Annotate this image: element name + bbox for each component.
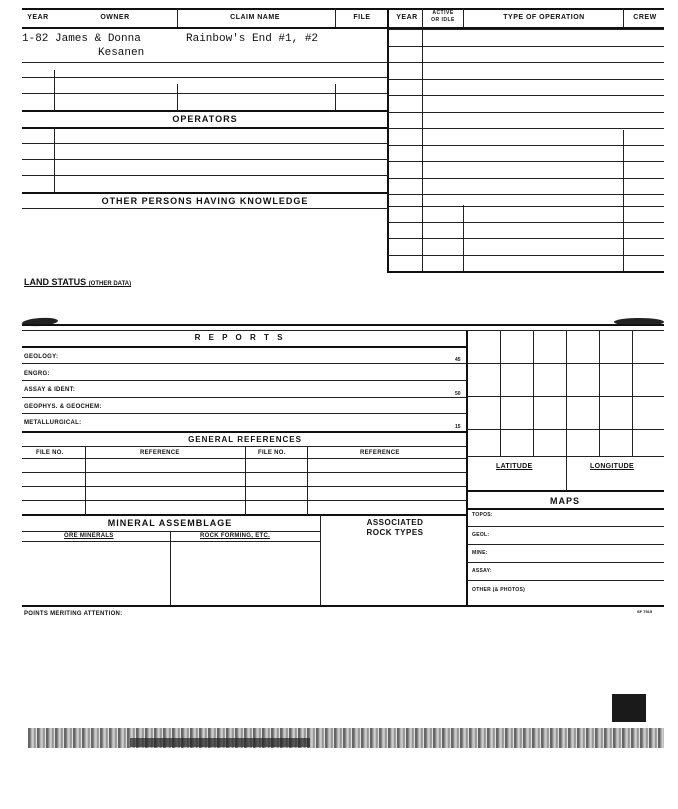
ref-col-line xyxy=(245,446,246,514)
mineral-col-line xyxy=(320,514,321,605)
row-line xyxy=(22,143,388,144)
ref-header-file-no-2: FILE NO. xyxy=(258,450,286,456)
right-row-line xyxy=(388,206,664,207)
ref-header-reference-1: REFERENCE xyxy=(140,450,180,456)
form-code: SF 7515 xyxy=(637,609,653,614)
ref-col-line xyxy=(307,446,308,514)
reports-top-rule xyxy=(22,324,664,326)
reports-top-rule-2 xyxy=(22,330,664,331)
row-line xyxy=(22,472,466,473)
row-line xyxy=(22,531,320,532)
mineral-assemblage-heading: MINERAL ASSEMBLAGE xyxy=(107,518,233,528)
maps-heading: MAPS xyxy=(549,496,580,506)
associated-line1: ASSOCIATED xyxy=(366,518,424,527)
grid-v xyxy=(566,330,567,490)
right-row-line xyxy=(388,46,664,47)
row-line xyxy=(22,62,388,63)
grid-v xyxy=(533,330,534,456)
right-row-line xyxy=(388,178,664,179)
operators-heading: OPERATORS xyxy=(172,114,238,124)
right-row-line xyxy=(388,112,664,113)
right-row-line xyxy=(388,29,664,30)
right-row-line xyxy=(388,194,664,195)
maps-mine: MINE: xyxy=(472,550,488,556)
maps-rule xyxy=(467,508,664,510)
row-line xyxy=(22,192,388,194)
row-line xyxy=(22,397,466,398)
grid-h xyxy=(467,363,664,364)
scan-black-block xyxy=(612,694,646,722)
top-border xyxy=(22,8,664,10)
ref-col-line xyxy=(85,446,86,514)
owner-col-line xyxy=(54,70,55,110)
claim-col-line xyxy=(177,84,178,110)
ref-header-reference-2: REFERENCE xyxy=(360,450,400,456)
header-active-1: ACTIVE xyxy=(432,10,454,16)
maps-topos: TOPOS: xyxy=(472,512,493,518)
bottom-rule xyxy=(22,605,664,607)
header-claim-name: CLAIM NAME xyxy=(230,14,280,21)
grid-v xyxy=(500,330,501,456)
grid-h xyxy=(467,429,664,430)
ore-minerals-label: ORE MINERALS xyxy=(64,533,114,539)
lower-center-divider xyxy=(466,330,468,606)
header-owner: OWNER xyxy=(100,14,130,21)
row-line xyxy=(22,77,388,78)
row-line xyxy=(22,413,466,414)
row-line xyxy=(467,580,664,581)
right-bottom-rule xyxy=(388,271,664,273)
row-line xyxy=(22,159,388,160)
header-file: FILE xyxy=(353,14,371,21)
maps-assay: ASSAY: xyxy=(472,568,492,574)
land-status-title: LAND STATUS xyxy=(24,277,87,287)
other-persons-heading: OTHER PERSONS HAVING KNOWLEDGE xyxy=(101,196,309,206)
row-line xyxy=(22,110,388,112)
header-divider xyxy=(623,130,624,273)
row-line xyxy=(22,93,388,94)
report-label-metallurgical: METALLURGICAL: xyxy=(24,420,82,426)
report-label-assay: ASSAY & IDENT: xyxy=(24,387,76,393)
header-type-of-operation: TYPE OF OPERATION xyxy=(503,14,585,21)
ref-header-file-no-1: FILE NO. xyxy=(36,450,64,456)
grid-h xyxy=(467,490,664,492)
report-number-assay: 50 xyxy=(455,391,461,397)
reports-heading-rule xyxy=(22,346,466,348)
points-meriting-attention: POINTS MERITING ATTENTION: xyxy=(24,611,123,617)
row-line xyxy=(22,208,388,209)
latitude-label: LATITUDE xyxy=(496,463,533,470)
entry-claim-name: Rainbow's End #1, #2 xyxy=(186,33,319,45)
report-number-metallurgical: 15 xyxy=(455,424,461,430)
general-references-heading: GENERAL REFERENCES xyxy=(188,435,302,444)
header-divider xyxy=(422,8,423,273)
row-line xyxy=(467,526,664,527)
right-row-line xyxy=(388,145,664,146)
right-row-line xyxy=(388,222,664,223)
header-year-right: YEAR xyxy=(396,14,418,21)
header-divider xyxy=(335,8,336,27)
entry-year-owner: 1-82 James & Donna xyxy=(22,33,141,45)
row-line xyxy=(22,486,466,487)
row-line xyxy=(467,544,664,545)
header-divider xyxy=(623,8,624,27)
row-line xyxy=(22,175,388,176)
mineral-col-line xyxy=(170,531,171,605)
right-row-line xyxy=(388,238,664,239)
header-divider xyxy=(463,8,464,27)
header-divider xyxy=(463,205,464,273)
maps-other: OTHER (& PHOTOS) xyxy=(472,587,526,593)
report-label-geophys: GEOPHYS. & GEOCHEM: xyxy=(24,404,102,410)
land-status-label xyxy=(24,277,131,287)
longitude-label: LONGITUDE xyxy=(590,463,634,470)
scan-noise-band-2 xyxy=(130,738,310,747)
right-row-line xyxy=(388,79,664,80)
entry-owner-line2: Kesanen xyxy=(98,47,145,59)
operators-rule xyxy=(22,127,388,129)
report-label-geology: GEOLOGY: xyxy=(24,354,59,360)
right-row-line xyxy=(388,128,664,129)
row-line xyxy=(22,446,466,447)
row-line xyxy=(22,500,466,501)
right-row-line xyxy=(388,62,664,63)
center-divider xyxy=(387,8,389,273)
associated-line2: ROCK TYPES xyxy=(366,528,424,537)
row-line xyxy=(22,458,466,459)
scan-noise-band xyxy=(28,728,664,748)
row-line xyxy=(22,380,466,381)
header-divider xyxy=(177,8,178,27)
header-year: YEAR xyxy=(27,14,49,21)
grid-v xyxy=(632,330,633,456)
row-line xyxy=(467,562,664,563)
row-line xyxy=(22,541,320,542)
right-row-line xyxy=(388,161,664,162)
reports-heading: R E P O R T S xyxy=(194,333,286,342)
row-line xyxy=(22,431,466,433)
right-row-line xyxy=(388,255,664,256)
grid-v xyxy=(599,330,600,456)
report-label-engrg: ENGRG: xyxy=(24,371,50,377)
operators-col-line xyxy=(54,127,55,192)
grid-h xyxy=(467,396,664,397)
file-col-line xyxy=(335,84,336,110)
header-crew: CREW xyxy=(633,14,657,21)
right-row-line xyxy=(388,95,664,96)
header-active-2: OR IDLE xyxy=(431,17,455,23)
grid-h xyxy=(467,456,664,457)
rock-forming-label: ROCK FORMING, ETC. xyxy=(200,533,271,539)
maps-geol: GEOL: xyxy=(472,532,490,538)
report-number-geology: 45 xyxy=(455,357,461,363)
row-line xyxy=(22,514,466,516)
land-status-sub: (OTHER DATA) xyxy=(88,281,132,287)
row-line xyxy=(22,363,466,364)
